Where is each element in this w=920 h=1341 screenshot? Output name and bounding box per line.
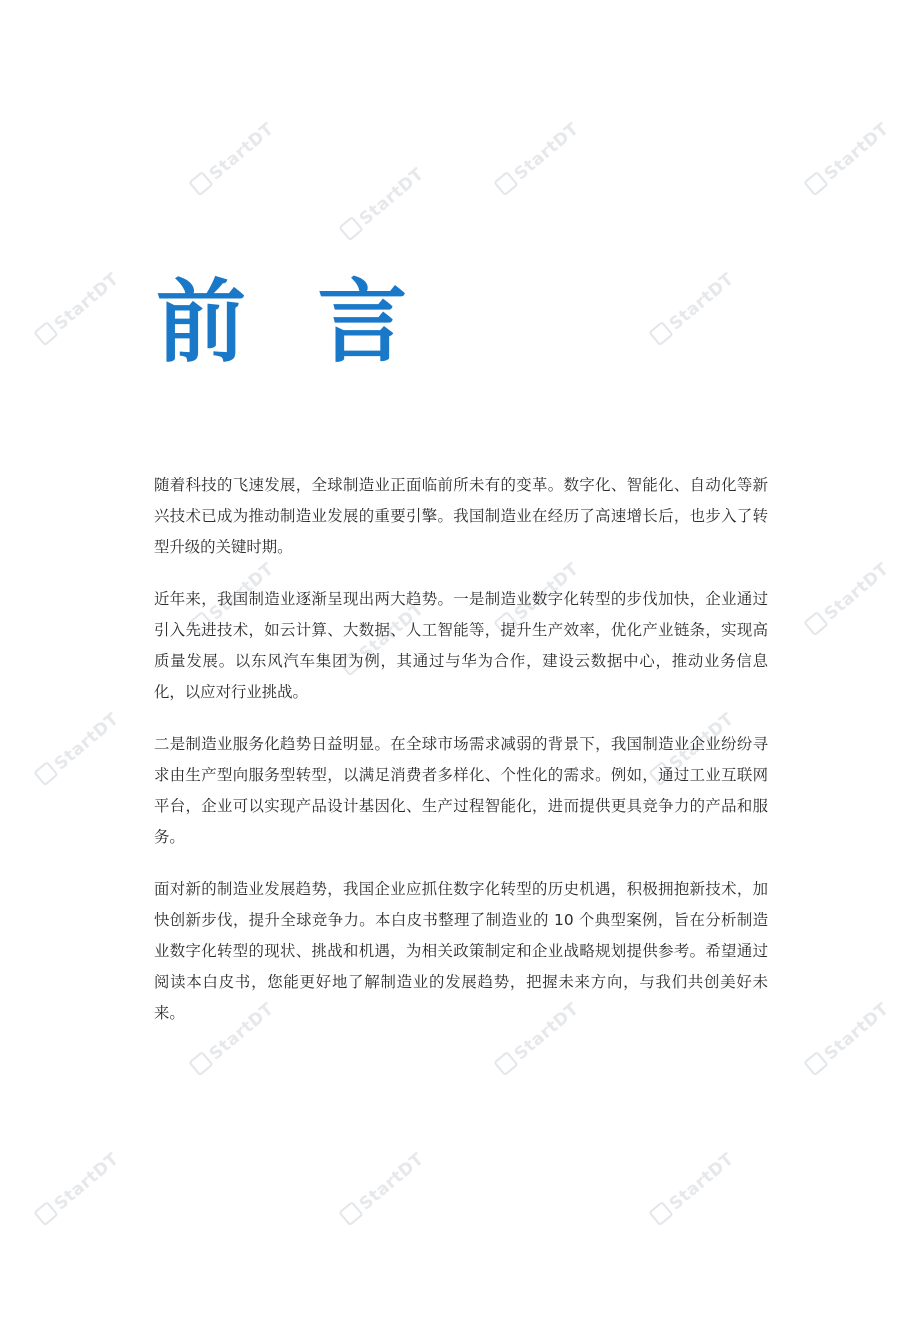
watermark-logo: StartDT (188, 118, 278, 198)
paragraph-2: 近年来，我国制造业逐渐呈现出两大趋势。一是制造业数字化转型的步伐加快，企业通过引入先进技术，如云计算、大数据、人工智能等，提升生产效率，优化产业链条，实现高质量发展。以东风汽车集团为例，其通过与华为合作，建设云数据中心，推动业务信息化，以应对行业挑战。 (154, 590, 768, 701)
watermark-logo: StartDT (803, 998, 893, 1078)
watermark-logo: StartDT (803, 558, 893, 638)
paragraph-1: 随着科技的飞速发展，全球制造业正面临前所未有的变革。数字化、智能化、自动化等新兴技术已成为推动制造业发展的重要引擎。我国制造业在经历了高速增长后，也步入了转型升级的关键时期。 (154, 476, 768, 556)
watermark-logo: StartDT (33, 708, 123, 788)
watermark-logo: StartDT (648, 1148, 738, 1228)
watermark-logo: StartDT (33, 268, 123, 348)
watermark-logo: StartDT (338, 598, 428, 678)
paragraph-4: 面对新的制造业发展趋势，我国企业应抓住数字化转型的历史机遇，积极拥抱新技术，加快创新步伐，提升全球竞争力。本白皮书整理了制造业的 10 个典型案例，旨在分析制造业数字化转型的现状、挑战和机遇，为相关政策制定和企业战略规划提供参考。希望通过阅读本白皮书，您能更好地了解制造业的发展趋势，把握未来方向，与我们共创美好未来。 (154, 880, 768, 1022)
watermark-logo: StartDT (648, 268, 738, 348)
watermark-logo: StartDT (648, 708, 738, 788)
watermark-logo: StartDT (493, 558, 583, 638)
page-title: 前 言 (156, 270, 428, 375)
watermark-logo: StartDT (493, 118, 583, 198)
watermark-logo: StartDT (338, 1148, 428, 1228)
watermark-logo: StartDT (33, 1148, 123, 1228)
watermark-logo: StartDT (493, 998, 583, 1078)
paragraph-3: 二是制造业服务化趋势日益明显。在全球市场需求减弱的背景下，我国制造业企业纷纷寻求由生产型向服务型转型，以满足消费者多样化、个性化的需求。例如，通过工业互联网平台，企业可以实现产品设计基因化、生产过程智能化，进而提供更具竞争力的产品和服务。 (154, 735, 768, 846)
watermark-logo: StartDT (338, 163, 428, 243)
watermark-logo: StartDT (188, 998, 278, 1078)
preface-body (154, 470, 768, 1050)
watermark-logo: StartDT (188, 558, 278, 638)
watermark-logo: StartDT (803, 118, 893, 198)
